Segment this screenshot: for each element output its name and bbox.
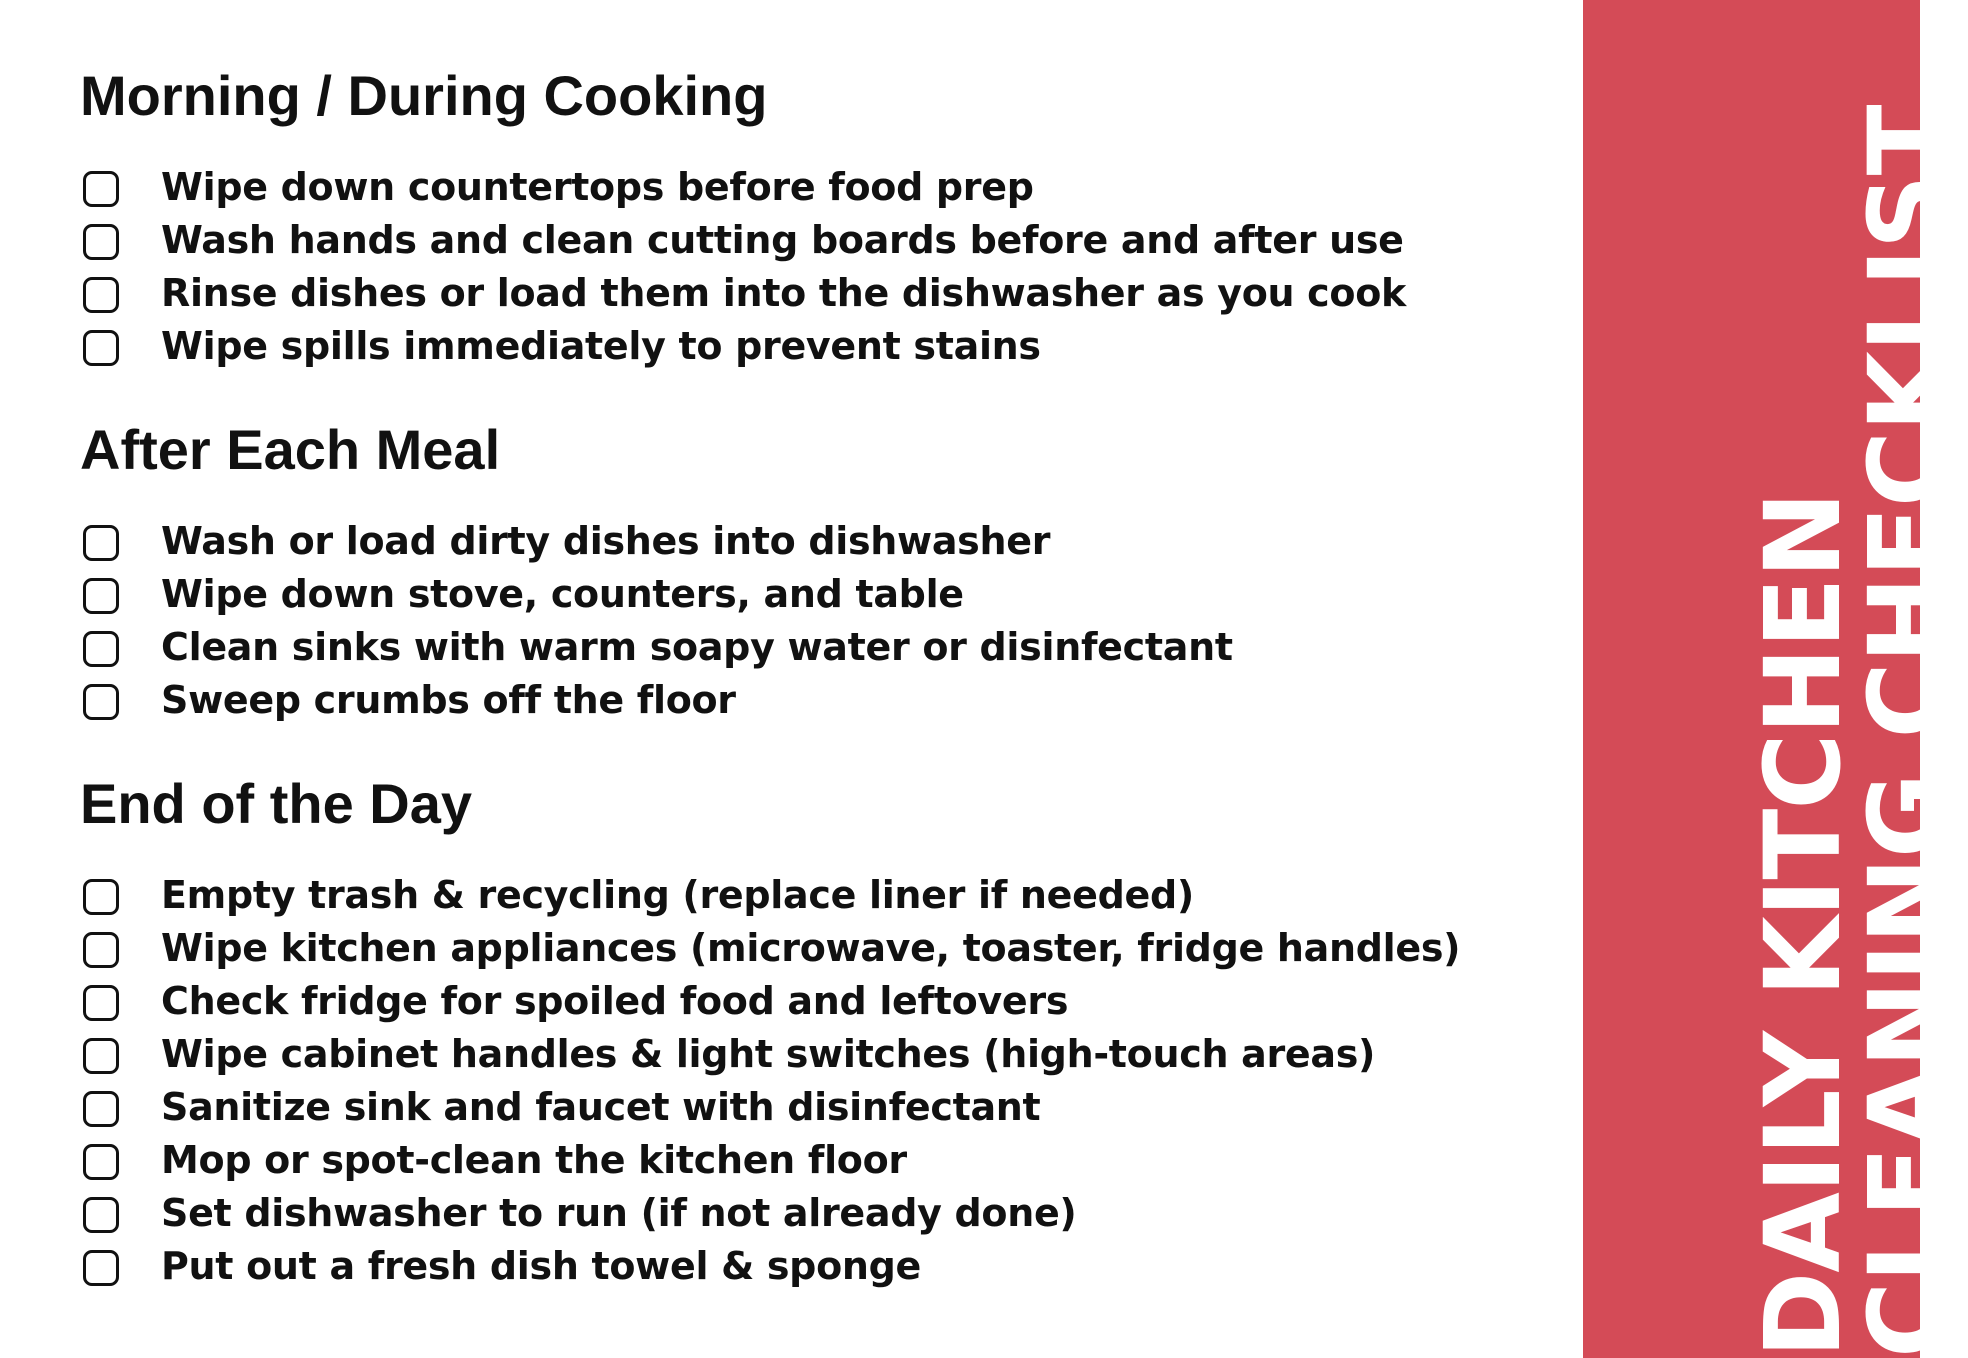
checklist-item[interactable]: [80, 567, 1540, 620]
checklist-item-label: Wash hands and clean cutting boards before and after use: [161, 217, 1404, 262]
checkbox-icon[interactable]: [83, 224, 119, 260]
checklist-item-label: Clean sinks with warm soapy water or disinfectant: [161, 624, 1233, 669]
checklist-item[interactable]: [80, 1027, 1540, 1080]
checkbox-icon[interactable]: [83, 985, 119, 1021]
checklist-item-label: Wipe spills immediately to prevent stains: [161, 323, 1041, 368]
checklist-morning: [80, 160, 1540, 372]
checklist-item[interactable]: [80, 514, 1540, 567]
checklist-item[interactable]: [80, 319, 1540, 372]
section-title-after-meal: After Each Meal: [80, 418, 501, 481]
checklist-item-label: Check fridge for spoiled food and leftovers: [161, 978, 1069, 1023]
checklist-item-label: Wipe down stove, counters, and table: [161, 571, 964, 616]
checklist-end-of-day: [80, 868, 1540, 1292]
checklist-item-label: Wipe kitchen appliances (microwave, toaster, fridge handles): [161, 925, 1461, 970]
checklist-item[interactable]: [80, 974, 1540, 1027]
checklist-item-label: Sanitize sink and faucet with disinfectant: [161, 1084, 1041, 1129]
document-title: [1742, 105, 1968, 1358]
checklist-item[interactable]: [80, 620, 1540, 673]
checklist-item-label: Empty trash & recycling (replace liner if needed): [161, 872, 1194, 917]
document-title-line-1: DAILY KITCHEN: [1742, 492, 1864, 1358]
checklist-item-label: Wash or load dirty dishes into dishwasher: [161, 518, 1051, 563]
checkbox-icon[interactable]: [83, 277, 119, 313]
checklist-content: [80, 62, 1540, 1292]
checkbox-icon[interactable]: [83, 525, 119, 561]
checklist-item-label: Rinse dishes or load them into the dishwasher as you cook: [161, 270, 1406, 315]
checklist-item-label: Sweep crumbs off the floor: [161, 677, 736, 722]
checklist-item[interactable]: [80, 673, 1540, 726]
checklist-item[interactable]: [80, 213, 1540, 266]
checklist-item-label: Mop or spot-clean the kitchen floor: [161, 1137, 907, 1182]
checklist-item[interactable]: [80, 266, 1540, 319]
section-title-end-of-day: End of the Day: [80, 772, 473, 835]
checkbox-icon[interactable]: [83, 684, 119, 720]
checklist-item[interactable]: [80, 1186, 1540, 1239]
checkbox-icon[interactable]: [83, 1038, 119, 1074]
checkbox-icon[interactable]: [83, 171, 119, 207]
checklist-item[interactable]: [80, 868, 1540, 921]
section-title-morning: Morning / During Cooking: [80, 64, 768, 127]
checkbox-icon[interactable]: [83, 879, 119, 915]
checkbox-icon[interactable]: [83, 330, 119, 366]
checklist-item[interactable]: [80, 160, 1540, 213]
checkbox-icon[interactable]: [83, 1197, 119, 1233]
checklist-after-meal: [80, 514, 1540, 726]
document-title-line-2: CLEANING CHECKLIST: [1846, 105, 1968, 1358]
checklist-item-label: Wipe cabinet handles & light switches (high-touch areas): [161, 1031, 1376, 1076]
checkbox-icon[interactable]: [83, 1144, 119, 1180]
checklist-item[interactable]: [80, 1080, 1540, 1133]
checklist-item[interactable]: [80, 1133, 1540, 1186]
title-sidebar: [1583, 0, 1968, 1358]
checklist-item-label: Set dishwasher to run (if not already done): [161, 1190, 1077, 1235]
checkbox-icon[interactable]: [83, 631, 119, 667]
checkbox-icon[interactable]: [83, 1091, 119, 1127]
checklist-item-label: Put out a fresh dish towel & sponge: [161, 1243, 922, 1288]
checkbox-icon[interactable]: [83, 1250, 119, 1286]
checkbox-icon[interactable]: [83, 578, 119, 614]
checklist-item[interactable]: [80, 1239, 1540, 1292]
checklist-item-label: Wipe down countertops before food prep: [161, 164, 1034, 209]
checkbox-icon[interactable]: [83, 932, 119, 968]
checklist-item[interactable]: [80, 921, 1540, 974]
